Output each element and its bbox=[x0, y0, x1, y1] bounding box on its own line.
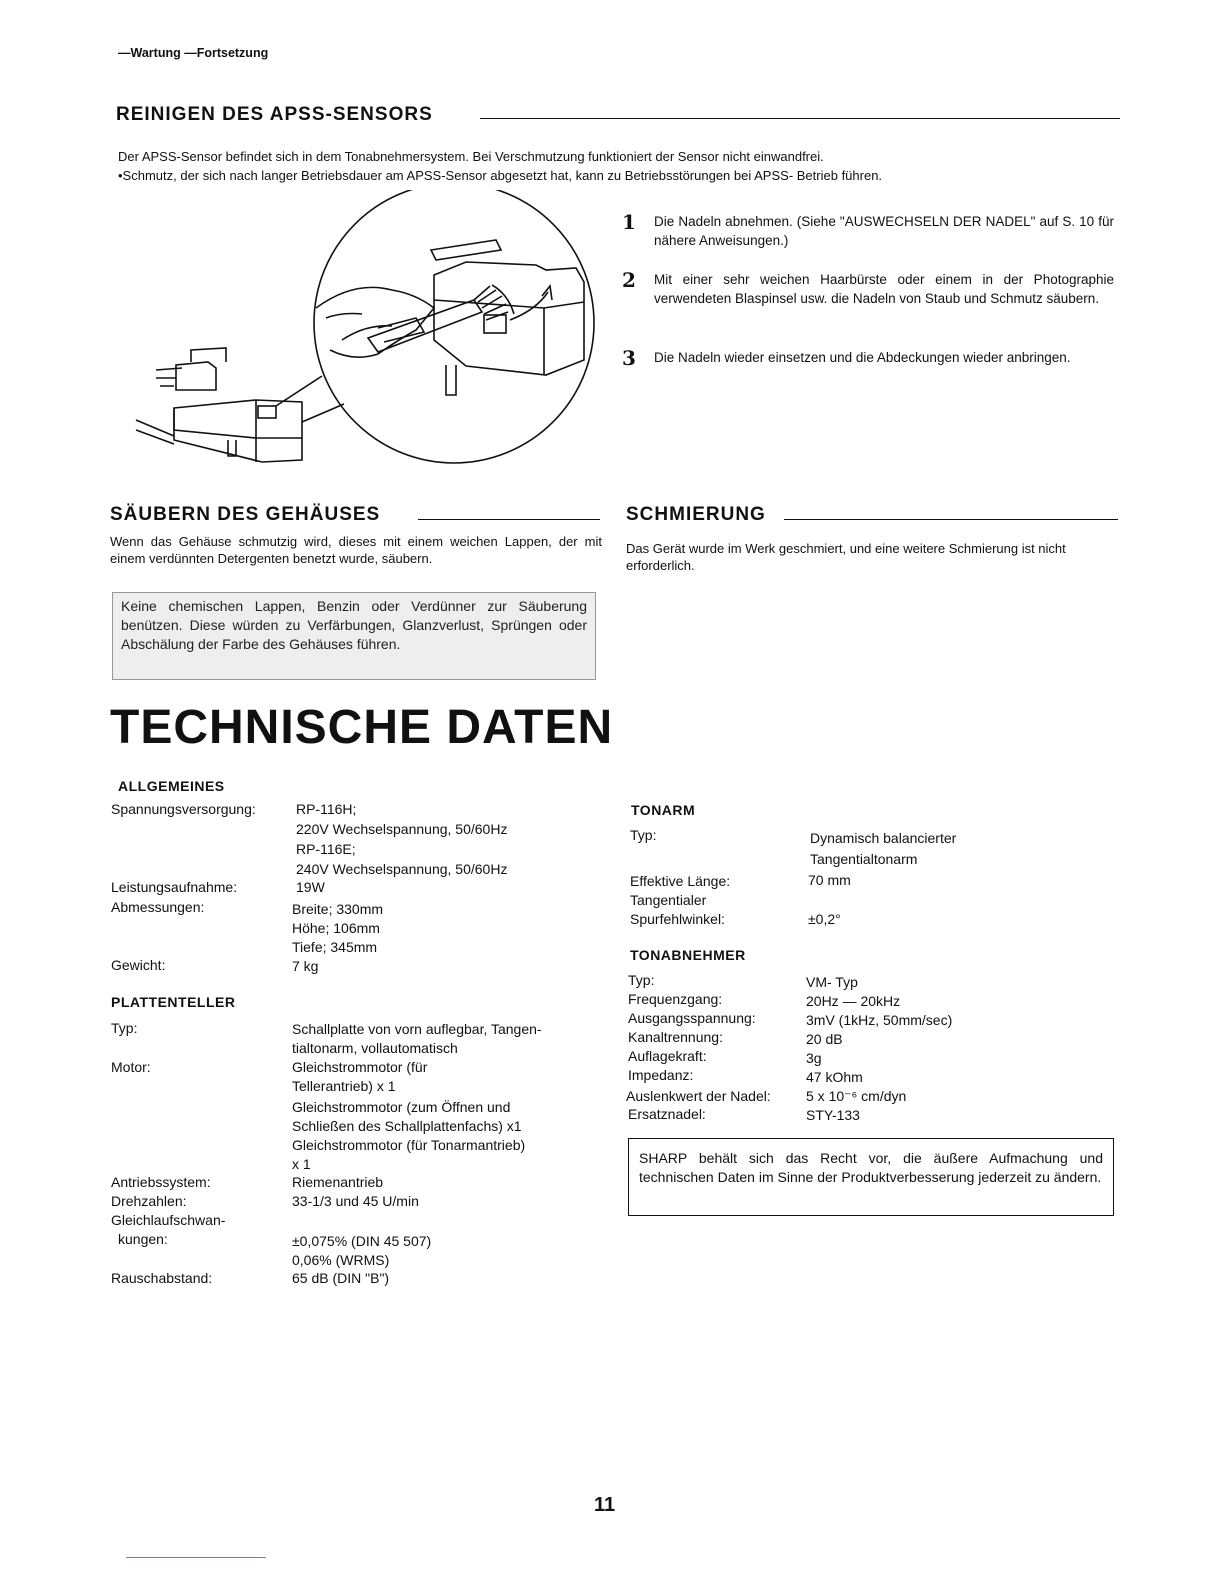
spec-value: tialtonarm, vollautomatisch bbox=[292, 1040, 458, 1056]
spec-value: RP-116H; bbox=[296, 801, 357, 817]
apss-cleaning-illustration bbox=[116, 190, 616, 490]
spec-label: Effektive Länge: bbox=[630, 873, 731, 889]
spec-value: x 1 bbox=[292, 1156, 311, 1172]
schmierung-text: Das Gerät wurde im Werk geschmiert, und eine weitere Schmierung ist nicht erforderlich. bbox=[626, 541, 1066, 573]
step-number-2: 2 bbox=[622, 268, 636, 292]
step-3-text: Die Nadeln wieder einsetzen und die Abdeckungen wieder anbringen. bbox=[654, 350, 1071, 365]
spec-value: ±0,2° bbox=[808, 911, 841, 927]
spec-value: Schließen des Schallplattenfachs) x1 bbox=[292, 1118, 522, 1134]
spec-value: 220V Wechselspannung, 50/60Hz bbox=[296, 821, 508, 837]
spec-label: Frequenzgang: bbox=[628, 991, 723, 1007]
spec-value: 33-1/3 und 45 U/min bbox=[292, 1193, 419, 1209]
spec-value: 70 mm bbox=[808, 872, 851, 888]
heading-rule bbox=[784, 519, 1118, 520]
spec-label: Typ: bbox=[628, 972, 655, 988]
section-heading-schmierung: SCHMIERUNG bbox=[626, 504, 766, 525]
spec-label: Spannungsversorgung: bbox=[111, 801, 256, 817]
spec-value: Schallplatte von vorn auflegbar, Tangen- bbox=[292, 1021, 542, 1037]
spec-value: Höhe; 106mm bbox=[292, 920, 380, 936]
apss-intro-1: Der APSS-Sensor befindet sich in dem Tonabnehmersystem. Bei Verschmutzung funktioniert der Sensor nicht einwandfrei. bbox=[118, 149, 824, 164]
apss-intro-2: •Schmutz, der sich nach langer Betriebsdauer am APSS-Sensor abgesetzt hat, kann zu Betriebsstörungen bei APSS- Betrieb führen. bbox=[118, 168, 883, 183]
spec-label: Ersatznadel: bbox=[628, 1106, 706, 1122]
spec-value: 240V Wechselspannung, 50/60Hz bbox=[296, 861, 508, 877]
allgemeines-heading: ALLGEMEINES bbox=[118, 778, 225, 794]
spec-value: VM- Typ bbox=[806, 974, 858, 990]
spec-value: Gleichstrommotor (für bbox=[292, 1059, 428, 1075]
spec-value: 5 x 10⁻⁶ cm/dyn bbox=[806, 1088, 907, 1104]
spec-label: Tangentialer bbox=[630, 892, 707, 908]
heading-rule bbox=[480, 118, 1120, 119]
step-2-text: Mit einer sehr weichen Haarbürste oder einem in der Photographie verwendeten Blaspinsel usw. die Nadeln von Staub und Schmutz säubern. bbox=[654, 272, 1114, 306]
spec-value: Gleichstrommotor (zum Öffnen und bbox=[292, 1099, 511, 1115]
step-number-3: 3 bbox=[622, 346, 636, 370]
spec-value: 20 dB bbox=[806, 1031, 843, 1047]
spec-value: 65 dB (DIN "B") bbox=[292, 1270, 390, 1286]
page-number: 11 bbox=[594, 1494, 616, 1516]
spec-label: Gewicht: bbox=[111, 957, 166, 973]
tonabnehmer-heading: TONABNEHMER bbox=[630, 947, 746, 963]
spec-value: Breite; 330mm bbox=[292, 901, 384, 917]
spec-value: Tellerantrieb) x 1 bbox=[292, 1078, 396, 1094]
spec-label: Motor: bbox=[111, 1059, 151, 1075]
spec-value: 47 kOhm bbox=[806, 1069, 863, 1085]
step-number-1: 1 bbox=[622, 210, 636, 234]
section-heading-gehaeuse: SÄUBERN DES GEHÄUSES bbox=[110, 504, 381, 525]
spec-label: Auflagekraft: bbox=[628, 1048, 707, 1064]
spec-value: Dynamisch balancierter bbox=[810, 830, 957, 846]
spec-label: Gleichlaufschwan- bbox=[111, 1212, 226, 1228]
spec-value: Gleichstrommotor (für Tonarmantrieb) bbox=[292, 1137, 526, 1153]
technische-daten-title: TECHNISCHE DATEN bbox=[110, 701, 614, 754]
spec-label: Drehzahlen: bbox=[111, 1193, 187, 1209]
spec-value: 19W bbox=[296, 879, 325, 895]
running-header: —Wartung —Fortsetzung bbox=[118, 46, 269, 60]
spec-label: Abmessungen: bbox=[111, 899, 205, 915]
plattenteller-heading: PLATTENTELLER bbox=[111, 994, 236, 1010]
spec-value: Tiefe; 345mm bbox=[292, 939, 378, 955]
spec-label: Auslenkwert der Nadel: bbox=[626, 1088, 771, 1104]
spec-label: Leistungsaufnahme: bbox=[111, 879, 238, 895]
spec-label: Spurfehlwinkel: bbox=[630, 911, 725, 927]
spec-value: ±0,075% (DIN 45 507) bbox=[292, 1233, 432, 1249]
spec-value: Riemenantrieb bbox=[292, 1174, 384, 1190]
spec-value: Tangentialtonarm bbox=[810, 851, 918, 867]
spec-value: RP-116E; bbox=[296, 841, 356, 857]
section-heading-apss: REINIGEN DES APSS-SENSORS bbox=[116, 104, 433, 125]
spec-value: STY-133 bbox=[806, 1107, 860, 1123]
spec-label: Typ: bbox=[111, 1020, 138, 1036]
spec-value: 7 kg bbox=[292, 958, 319, 974]
spec-label: Kanaltrennung: bbox=[628, 1029, 723, 1045]
heading-rule bbox=[418, 519, 600, 520]
spec-label: Typ: bbox=[630, 827, 657, 843]
cleaning-warning-box: Keine chemischen Lappen, Benzin oder Verdünner zur Säuberung benützen. Diese würden zu Verfärbungen, Glanzverlust, Sprüngen oder Abschälung der Farbe des Gehäuses führen. bbox=[112, 592, 596, 680]
spec-label: Antriebssystem: bbox=[111, 1174, 211, 1190]
step-1-text: Die Nadeln abnehmen. (Siehe "AUSWECHSELN DER NADEL" auf S. 10 für nähere Anweisungen.) bbox=[654, 214, 1114, 248]
spec-label: Ausgangsspannung: bbox=[628, 1010, 756, 1026]
gehaeuse-text: Wenn das Gehäuse schmutzig wird, dieses mit einem weichen Lappen, der mit einem verdünnten Detergenten benetzt wurde, säubern. bbox=[110, 534, 602, 566]
spec-label: Impedanz: bbox=[628, 1067, 694, 1083]
tonarm-heading: TONARM bbox=[631, 802, 696, 818]
spec-value: 20Hz — 20kHz bbox=[806, 993, 901, 1009]
spec-value: 3g bbox=[806, 1050, 822, 1066]
spec-value: 3mV (1kHz, 50mm/sec) bbox=[806, 1012, 953, 1028]
sharp-notice-box: SHARP behält sich das Recht vor, die äußere Aufmachung und technischen Daten im Sinne der Produktverbesserung jederzeit zu ändern. bbox=[628, 1138, 1114, 1216]
spec-label: Rauschabstand: bbox=[111, 1270, 213, 1286]
footer-divider bbox=[126, 1557, 266, 1558]
spec-value: 0,06% (WRMS) bbox=[292, 1252, 390, 1268]
spec-label: kungen: bbox=[118, 1231, 168, 1247]
